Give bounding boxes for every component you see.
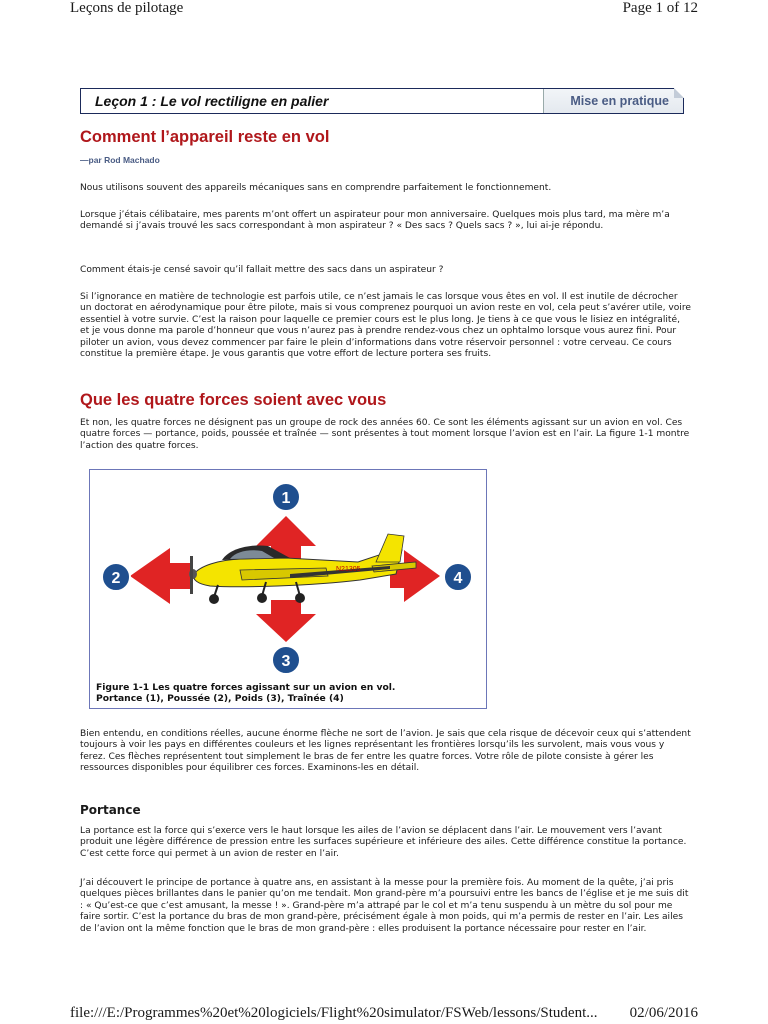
tab-label: Mise en pratique xyxy=(570,94,669,108)
number-circle-4 xyxy=(444,563,472,591)
number-circle-3 xyxy=(272,646,300,674)
four-forces-diagram xyxy=(90,470,486,708)
figure-four-forces xyxy=(89,469,487,709)
paragraph: Et non, les quatre forces ne désignent pas un groupe de rock des années 60. Ce sont les éléments agissant sur un avion en vol. Ces quatre forces — portance, poids, poussée et traînée — sont présentes à tout moment lorsque l’avion est en l’air. La figure 1-1 montre l’action des quatre forces. xyxy=(80,418,690,451)
byline: —par Rod Machado xyxy=(80,155,160,165)
page-header-title: Leçons de pilotage xyxy=(70,0,184,16)
thrust-arrow xyxy=(130,548,190,604)
number-circle-2 xyxy=(102,563,130,591)
footer-date: 02/06/2016 xyxy=(629,1005,698,1021)
weight-arrow xyxy=(256,600,316,642)
number-3: 3 xyxy=(281,653,291,670)
number-circle-1 xyxy=(272,483,300,511)
page-fold-icon xyxy=(674,88,684,98)
paragraph: Lorsque j’étais célibataire, mes parents m’ont offert un aspirateur pour mon anniversaire. Quelques mois plus tard, ma mère m’a demandé si j’avais trouvé les sacs correspondant à mon aspirateur ? « Des sacs ? Quels sacs ? », lui ai-je répondu. xyxy=(80,210,670,232)
paragraph: Bien entendu, en conditions réelles, aucune énorme flèche ne sort de l’avion. Je sais que cela risque de décevoir ceux qui s’attendent toujours à voir les pays en différentes couleurs et les lignes représentant les frontières lorsqu’ils les survolent, mais vous vous y ferez. Ces flèches représentent tout simplement le bras de fer entre les quatre forces. Votre rôle de pilote consiste à gérer les ressources disponibles pour équilibrer ces forces. Examinons-les en détail. xyxy=(80,729,691,774)
paragraph: J’ai découvert le principe de portance à quatre ans, en assistant à la messe pour la première fois. Au moment de la quête, j’ai pris quelques pièces brillantes dans le panier qu’on me tendait. Mon grand-père m’a poursuivi entre les bancs de l’église et je me suis dit : « Qu’est-ce que c’est amusant, la messe ! ». Grand-père m’a attrapé par le col et m’a tenu suspendu à un mètre du sol pour me faire sortir. C’est la portance du bras de mon grand-père, précisément égale à mon poids, qui m’a permis de rester en l’air. Les ailes de l’avion ont la même fonction que le bras de mon grand-père : elles produisent la portance nécessaire pour rester en l’air. xyxy=(80,878,689,934)
paragraph: La portance est la force qui s’exerce vers le haut lorsque les ailes de l’avion se déplacent dans l’air. Le mouvement vers l’avant produit une légère différence de pression entre les surfaces supérieure et inférieure des ailes. Cette différence constitue la portance. C’est cette force qui permet à un avion de rester en l’air. xyxy=(80,826,687,859)
lesson-bar xyxy=(80,88,684,114)
number-1: 1 xyxy=(281,490,291,507)
section-heading-1: Comment l’appareil reste en vol xyxy=(80,128,330,146)
paragraph: Nous utilisons souvent des appareils mécaniques sans en comprendre parfaitement le fonctionnement. xyxy=(80,183,552,193)
registration-label: N21305 xyxy=(336,566,361,573)
number-2: 2 xyxy=(111,570,121,587)
figure-caption xyxy=(96,682,476,704)
paragraph: Si l’ignorance en matière de technologie est parfois utile, ce n’est jamais le cas lorsque vous êtes en vol. Il est inutile de décrocher un doctorat en aérodynamique pour être pilote, mais si vous comprenez pourquoi un avion reste en vol, cela peut s’avérer utile, voire essentiel à votre survie. C’est la raison pour laquelle ce premier cours est le plus long. Je tiens à ce que vous le lisiez en intégralité, et je vous donne ma parole d’honneur que vous n’aurez pas à prendre rendez-vous chez un ophtalmo lorsque vous aurez fini. Pour piloter un avion, vous devez commencer par faire le plein d’informations dans votre réservoir personnel : votre cerveau. Ce cours constitue la première étape. Je vous garantis que votre effort de lecture portera ses fruits. xyxy=(80,292,691,360)
paragraph: Comment étais-je censé savoir qu’il fallait mettre des sacs dans un aspirateur ? xyxy=(80,265,444,275)
figure-caption-line2: Portance (1), Poussée (2), Poids (3), Traînée (4) xyxy=(96,693,344,704)
section-heading-2: Que les quatre forces soient avec vous xyxy=(80,391,387,409)
lesson-title: Leçon 1 : Le vol rectiligne en palier xyxy=(95,93,329,109)
tab-mise-en-pratique[interactable] xyxy=(543,89,683,113)
section-heading-portance: Portance xyxy=(80,803,141,817)
page-number: Page 1 of 12 xyxy=(622,0,698,16)
number-4: 4 xyxy=(453,570,463,587)
figure-caption-line1: Figure 1-1 Les quatre forces agissant sur un avion en vol. xyxy=(96,682,396,693)
footer-file-path: file:///E:/Programmes%20et%20logiciels/Flight%20simulator/FSWeb/lessons/Student... xyxy=(70,1005,598,1021)
